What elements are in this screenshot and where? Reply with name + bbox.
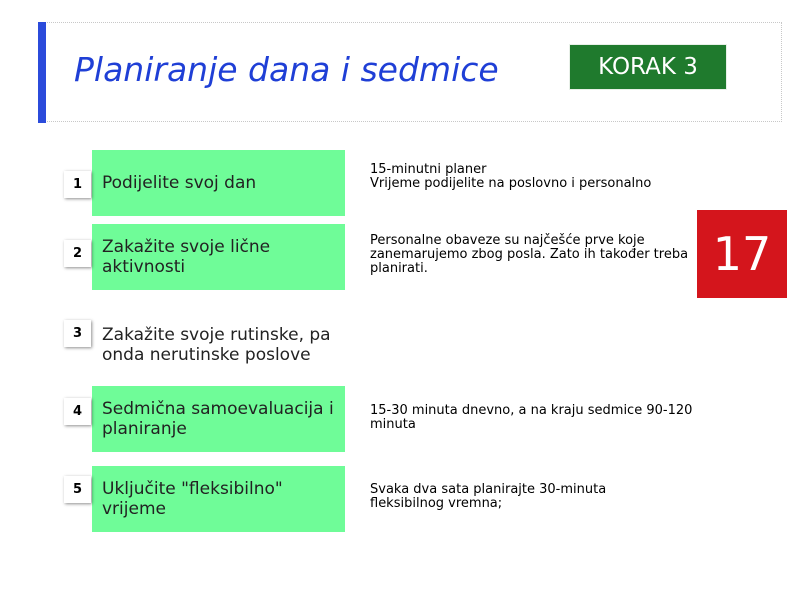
step-description-1: 15-minutni planer Vrijeme podijelite na poslovno i personalno [370, 162, 652, 191]
step-item-4 [92, 386, 345, 452]
step-description-4: 15-30 minuta dnevno, a na kraju sedmice 90-120 minuta [370, 403, 693, 432]
step-item-2 [92, 224, 345, 290]
header-accent-bar [38, 22, 46, 123]
step-label-1: Podijelite svoj dan [102, 173, 257, 193]
step-label-4: Sedmična samoevaluacija i planiranje [102, 399, 334, 439]
step-number-3: 3 [64, 320, 91, 347]
step-item-3 [92, 312, 345, 378]
page-number-badge: 17 [697, 210, 787, 298]
step-number-4: 4 [64, 398, 91, 425]
step-label-3: Zakažite svoje rutinske, pa onda nerutinske poslove [102, 325, 331, 365]
step-number-5: 5 [64, 476, 91, 503]
step-number-1: 1 [64, 171, 91, 198]
step-description-5: Svaka dva sata planirajte 30-minuta fleksibilnog vremna; [370, 482, 607, 511]
step-label-5: Uključite "fleksibilno" vrijeme [102, 479, 283, 519]
page-title: Planiranje dana i sedmice [74, 50, 499, 89]
step-item-1 [92, 150, 345, 216]
step-description-2: Personalne obaveze su najčešće prve koje zanemarujemo zbog posla. Zato ih također treba planirati. [370, 233, 689, 276]
step-number-2: 2 [64, 240, 91, 267]
step-badge: KORAK 3 [569, 44, 727, 90]
step-label-2: Zakažite svoje lične aktivnosti [102, 237, 271, 277]
step-item-5 [92, 466, 345, 532]
